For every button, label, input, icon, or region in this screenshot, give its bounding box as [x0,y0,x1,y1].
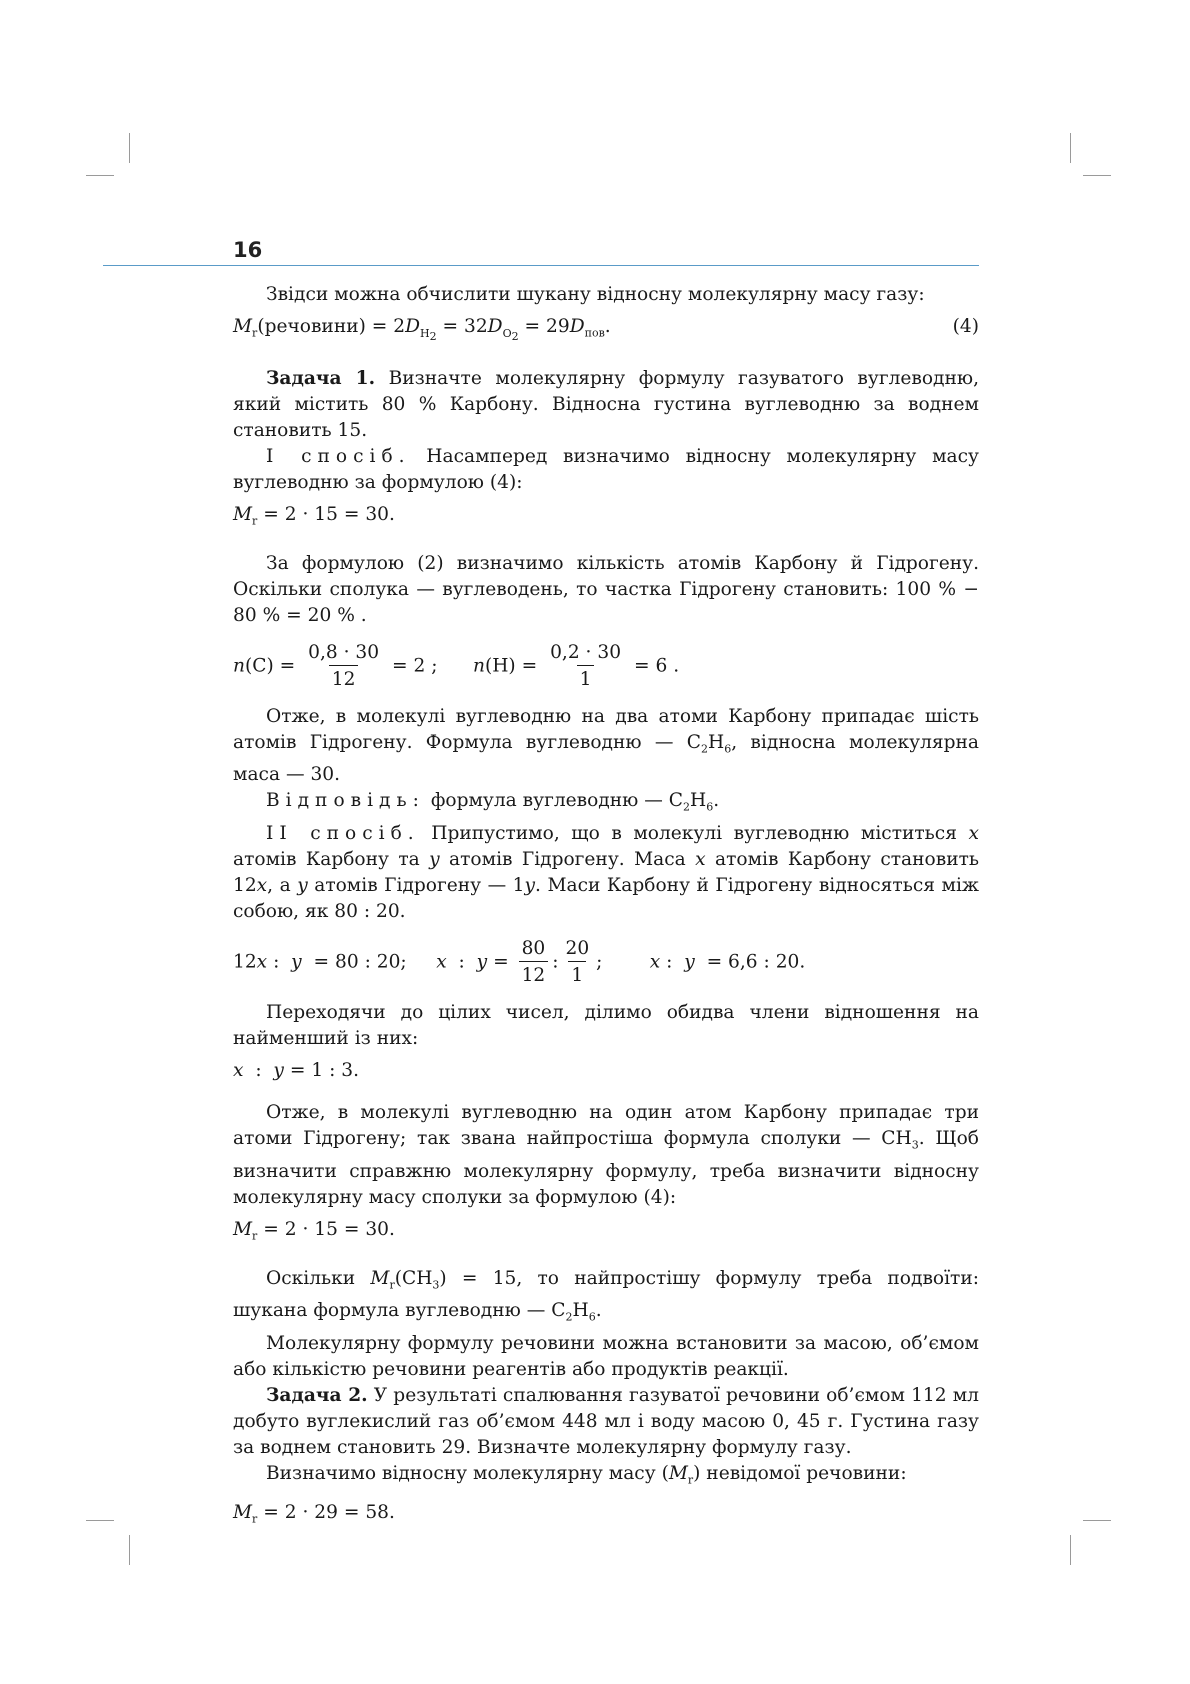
paragraph-formula-c2h6: Отже, в молекулі вуглеводню на два атоми Карбону припадає шість атомів Гідрогену. Формула вуглеводню — $C_2H_6$, відносна молекулярна маса — 30. [233,705,979,786]
crop-mark [129,1535,130,1565]
formula-mr-30: $M_r = 2 \cdot 15 = 30$. [233,503,395,528]
crop-mark [129,133,130,163]
paragraph-integers: Переходячи до цілих чисел, ділимо обидва члени відношення на найменший із них: [233,1002,979,1050]
crop-mark [1070,1535,1071,1565]
paragraph-intro: Звідси можна обчислити шукану відносну молекулярну масу газу: [266,284,925,305]
formula-mr-30-second: $M_r = 2 \cdot 15 = 30$. [233,1218,395,1243]
method-2-label: ІІ спосіб. [266,823,420,845]
crop-mark [86,175,114,176]
paragraph-atom-count: За формулою (2) визначимо кількість атомів Карбону й Гідрогену. Оскільки сполука — вуглеводень, то частка Гідрогену становить: 100 % − 80 % = 20 % . [233,552,979,626]
crop-mark [86,1520,114,1521]
task-1-label: Задача 1. [266,367,376,389]
header-rule [103,265,979,266]
method-1-label: І спосіб. [266,445,411,467]
method-2: ІІ спосіб. Припустимо, що в молекулі вуглеводню міститься x атомів Карбону та y атомів Гідрогену. Маса x атомів Карбону становить 12x, а y атомів Гідрогену — 1y. Маси Карбону й Гідрогену відносяться між собою, як 80 : 20. [233,823,979,923]
task-1: Задача 1. Визначте молекулярну формулу газуватого вуглеводню, який містить 80 % Карбону. Відносна густина вуглеводню за воднем становить 15. [233,367,979,441]
fraction-20-1: $\frac{20}{1}$ [565,938,590,987]
fraction-80-12: $\frac{80}{12}$ [519,937,549,988]
answer-line: Відповідь: формула вуглеводню — $C_2H_6$. [266,790,720,815]
task-2: Задача 2. У результаті спалювання газуватої речовини об’ємом 112 мл добуто вуглекислий газ об’ємом 448 мл і воду масою 0, 45 г. Густина газу за воднем становить 29. Визначте молекулярну формулу газу. [233,1384,979,1458]
crop-mark [1083,175,1111,176]
formula-atom-fractions: n(C) = $\frac{0,8 \cdot 30}{12}$ = 2 ; n(H) = $\frac{0,2 \cdot 30}{1}$ = 6 . [233,641,680,690]
task-2-label: Задача 2. [266,1384,368,1406]
paragraph-double-formula: Оскільки $M_r(CH_3) = 15$, то найпростішу формулу треба подвоїти: шукана формула вуглеводню — $C_2H_6$. [233,1267,979,1324]
crop-mark [1070,133,1071,163]
paragraph-simplest-formula: Отже, в молекулі вуглеводню на один атом Карбону припадає три атоми Гідрогену; так звана найпростіша формула сполуки — $CH_3$. Щоб визначити справжню молекулярну формулу, треба визначити відносну молекулярну масу сполуки за формулою (4): [233,1102,979,1208]
formula-mr-58: $M_r = 2 \cdot 29 = 58$. [233,1501,395,1526]
answer-label: Відповідь: [266,790,425,812]
formula-relative-mass: $M_r(речовини) = 2D_{H_2} = 32D_{O_2} = 29D_{пов}$. (4) [233,316,979,343]
crop-mark [1083,1520,1111,1521]
equation-number: (4) [952,316,979,337]
page-content [233,282,979,1538]
paragraph-determine-mr: Визначимо відносну молекулярну масу $(M_r)$ невідомої речовини: [266,1462,907,1487]
fraction-hydrogen: $\frac{0,2 \cdot 30}{1}$ [550,641,622,690]
paragraph-methods: Молекулярну формулу речовини можна встановити за масою, об’ємом або кількістю речовини реагентів або продуктів реакції. [233,1332,979,1380]
fraction-carbon: $\frac{0,8 \cdot 30}{12}$ [308,641,380,690]
page-number: 16 [233,238,263,262]
formula-ratio-1-3: x : y = 1 : 3. [233,1060,359,1082]
formula-ratio: 12x : y = 80 : 20; x : y = $\frac{80}{12}$ : $\frac{20}{1}$ ; x : y = 6,6 : 20. [233,938,806,987]
method-1: І спосіб. Насамперед визначимо відносну молекулярну масу вуглеводню за формулою (4): [233,445,979,493]
